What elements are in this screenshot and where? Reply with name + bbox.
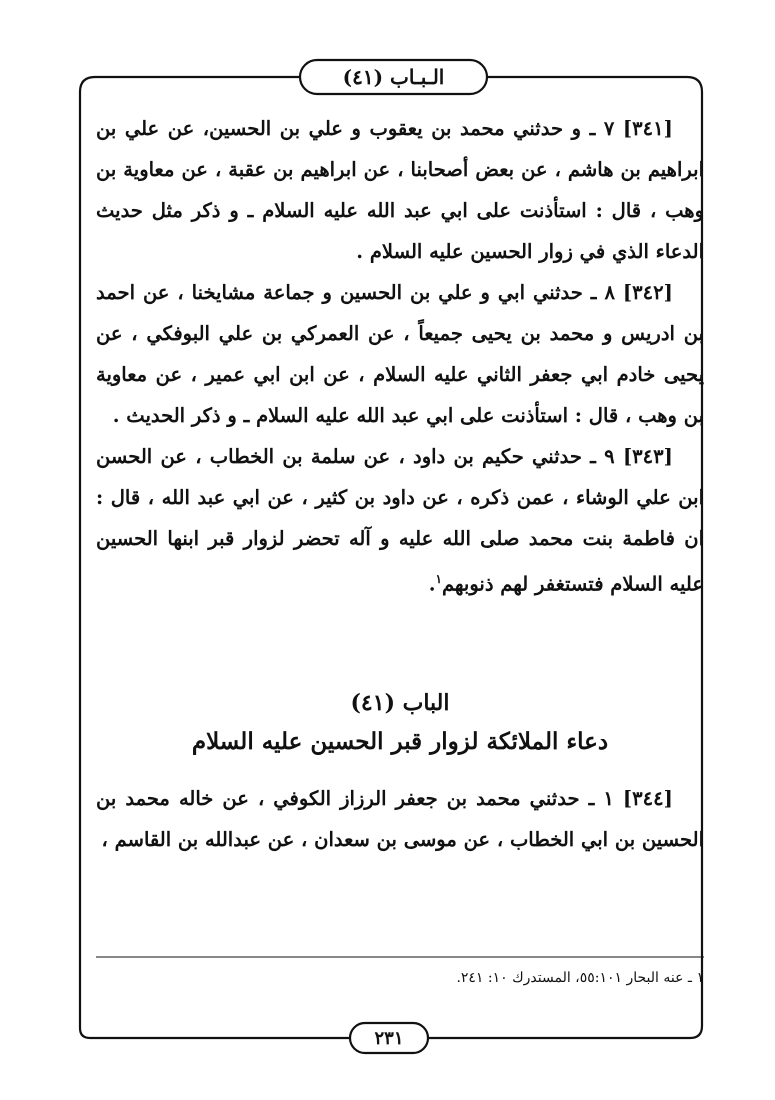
text-block-top <box>96 108 704 605</box>
paragraph-344 <box>96 778 704 860</box>
chapter-title: دعاء الملائكة لزوار قبر الحسين عليه السلام <box>191 728 609 755</box>
paragraph-text: [٣٤٣] ٩ ـ حدثني حكيم بن داود ، عن سلمة بن الخطاب ، عن الحسن ابن علي الوشاء ، عمن ذكره ، عن داود بن كثير ، عن ابي عبد الله ، قال : ان فاطمة بنت محمد صلى الله عليه و آله تحضر لزوار قبر ابنها الحسين عليه السلام فتستغفر لهم ذنوبهم <box>96 445 704 596</box>
paragraph-text: [٣٤١] ٧ ـ و حدثني محمد بن يعقوب و علي بن الحسين، عن علي بن ابراهيم بن هاشم ، عن بعض أصحابنا ، عن ابراهيم بن عقبة ، عن معاوية بن وهب ، قال : استأذنت على ابي عبد الله عليه السلام ـ و ذكر مثل حديث الدعاء الذي في زوار الحسين عليه السلام . <box>96 117 704 263</box>
paragraph-342 <box>96 272 704 436</box>
footnote-marker: ١ <box>435 572 442 586</box>
header-title: الـبـاب (٤١) <box>342 65 445 89</box>
paragraph-341 <box>96 108 704 272</box>
chapter-number: الباب (٤١) <box>350 690 450 716</box>
page-number: ٢٣١ <box>374 1027 404 1049</box>
paragraph-text: [٣٤٤] ١ ـ حدثني محمد بن جعفر الرزاز الكوفي ، عن خاله محمد بن الحسين بن ابي الخطاب ، عن موسى بن سعدان ، عن عبدالله بن القاسم ، <box>96 787 704 851</box>
paragraph-343: [٣٤٣] ٩ ـ حدثني حكيم بن داود ، عن سلمة بن الخطاب ، عن الحسن ابن علي الوشاء ، عمن ذكره ، عن داود بن كثير ، عن ابي عبد الله ، قال : ان فاطمة بنت محمد صلى الله عليه و آله تحضر لزوار قبر ابنها الحسين عليه السلام فتستغفر لهم ذنوبهم$^١$. <box>96 445 704 596</box>
paragraph-text: [٣٤٢] ٨ ـ حدثني ابي و علي بن الحسين و جماعة مشايخنا ، عن احمد بن ادريس و محمد بن يحيى جميعاً ، عن العمركي بن علي البوفكي ، عن يحيى خادم ابي جعفر الثاني عليه السلام ، عن ابن ابي عمير ، عن معاوية بن وهب ، قال : استأذنت على ابي عبد الله عليه السلام ـ و ذكر الحديث . <box>96 281 704 427</box>
footnote: ١ ـ عنه البحار ٥٥:١٠١، المستدرك ١٠: ٢٤١. <box>456 970 704 986</box>
text-block-bottom <box>96 778 704 860</box>
